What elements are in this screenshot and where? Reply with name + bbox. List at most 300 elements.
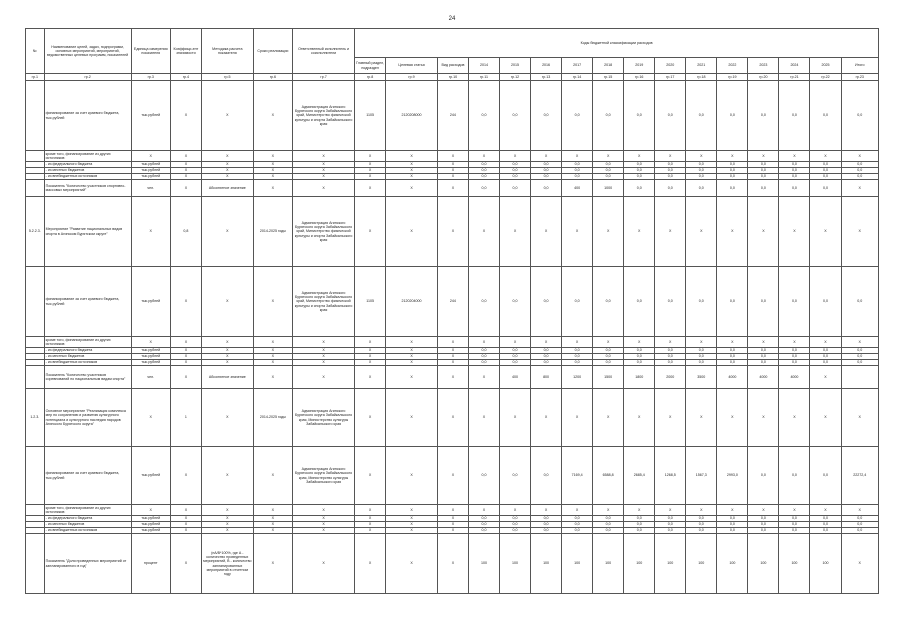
- table-cell: 0,0: [468, 522, 499, 528]
- table-cell: 0,0: [655, 528, 686, 534]
- table-cell: 2014-2025 годы: [253, 197, 292, 267]
- table-cell: 2120204000: [386, 267, 438, 337]
- table-cell: 0,0: [748, 360, 779, 366]
- table-cell: 0,0: [500, 267, 531, 337]
- column-number: гр.22: [810, 74, 841, 81]
- table-cell: 0,0: [717, 516, 748, 522]
- table-cell: 0,0: [841, 360, 878, 366]
- col-no-header: №: [26, 29, 45, 74]
- table-cell: X: [437, 162, 468, 168]
- table-cell: 0,0: [468, 348, 499, 354]
- table-cell: финансирование за счет краевого бюджета, тыс.рублей: [44, 267, 131, 337]
- table-cell: 0,0: [562, 528, 593, 534]
- table-cell: 244: [437, 267, 468, 337]
- table-cell: X: [779, 505, 810, 516]
- column-number: гр.5: [201, 74, 253, 81]
- table-cell: X: [717, 197, 748, 267]
- column-number: гр.12: [500, 74, 531, 81]
- table-cell: X: [293, 522, 355, 528]
- table-cell: X: [437, 447, 468, 505]
- table-cell: 0,0: [810, 360, 841, 366]
- table-cell: X: [748, 505, 779, 516]
- table-cell: 1567,3: [686, 447, 717, 505]
- table-cell: 6588,8: [593, 447, 624, 505]
- table-cell: 0,0: [562, 348, 593, 354]
- table-cell: X: [437, 348, 468, 354]
- table-cell: Абсолютное значение: [201, 180, 253, 197]
- table-cell: X: [593, 505, 624, 516]
- table-cell: X: [386, 197, 438, 267]
- table-cell: X: [841, 337, 878, 348]
- table-cell: 0,0: [531, 354, 562, 360]
- table-cell: тыс.рублей: [131, 528, 170, 534]
- column-number: гр.23: [841, 74, 878, 81]
- table-cell: 0,0: [468, 180, 499, 197]
- table-cell: X: [437, 528, 468, 534]
- table-cell: X: [355, 505, 386, 516]
- table-cell: X: [170, 505, 201, 516]
- table-cell: X: [437, 505, 468, 516]
- table-cell: Администрация Агинского Бурятского округа Забайкальского край, Министерство физической культуры и спорта Забайкальского края: [293, 81, 355, 151]
- table-cell: X: [593, 337, 624, 348]
- table-row: [26, 505, 879, 516]
- table-cell: X: [201, 522, 253, 528]
- table-cell: 0,0: [686, 180, 717, 197]
- col-terms-header: Сроки реализации: [253, 29, 292, 74]
- table-cell: 0,0: [810, 354, 841, 360]
- table-cell: X: [170, 267, 201, 337]
- table-cell: X: [655, 505, 686, 516]
- table-cell: кроме того, финансирование из других источников:: [44, 151, 131, 162]
- column-number: гр.7: [293, 74, 355, 81]
- table-cell: X: [293, 354, 355, 360]
- table-cell: 0,0: [655, 81, 686, 151]
- table-cell: Администрация Агинского Бурятского округа Забайкальского край, Министерство физической культуры и спорта Забайкальского края: [293, 197, 355, 267]
- table-cell: X: [500, 197, 531, 267]
- table-cell: X: [748, 389, 779, 447]
- column-number: гр.14: [562, 74, 593, 81]
- table-cell: X: [131, 151, 170, 162]
- table-cell: кроме того, финансирование из других источников:: [44, 505, 131, 516]
- table-cell: 100: [655, 534, 686, 594]
- table-cell: X: [500, 389, 531, 447]
- table-cell: 0,0: [686, 81, 717, 151]
- table-cell: Администрация Агинского Бурятского округа Забайкальского края, Министерство культуры Забайкальского края: [293, 389, 355, 447]
- table-cell: X: [779, 337, 810, 348]
- table-cell: X: [293, 151, 355, 162]
- table-cell: X: [355, 162, 386, 168]
- table-cell: Администрация Агинского Бурятского округа Забайкальского край, Министерство физической культуры и спорта Забайкальского края: [293, 267, 355, 337]
- table-cell: X: [655, 197, 686, 267]
- table-cell: 100: [810, 534, 841, 594]
- table-cell: 0,0: [500, 447, 531, 505]
- table-cell: X: [562, 197, 593, 267]
- table-cell: X: [293, 162, 355, 168]
- table-cell: 0,0: [593, 516, 624, 522]
- table-cell: 0,0: [562, 162, 593, 168]
- table-cell: 0,0: [624, 174, 655, 180]
- table-cell: 0,0: [624, 180, 655, 197]
- table-cell: 0,0: [717, 354, 748, 360]
- table-cell: тыс.рублей: [131, 354, 170, 360]
- table-cell: X: [253, 534, 292, 594]
- table-cell: тыс.рублей: [131, 267, 170, 337]
- table-cell: 0,0: [500, 522, 531, 528]
- table-cell: X: [437, 522, 468, 528]
- table-cell: 0,0: [717, 528, 748, 534]
- table-cell: 0,0: [655, 360, 686, 366]
- table-cell: - из внебюджетных источников: [44, 360, 131, 366]
- table-cell: 1105: [355, 267, 386, 337]
- table-cell: 0,0: [562, 81, 593, 151]
- table-cell: 0,0: [748, 516, 779, 522]
- table-cell: X: [624, 337, 655, 348]
- table-cell: - из местных бюджетов: [44, 354, 131, 360]
- table-cell: тыс.рублей: [131, 162, 170, 168]
- column-number: гр.17: [655, 74, 686, 81]
- table-cell: 0,0: [468, 162, 499, 168]
- table-cell: 0,0: [686, 354, 717, 360]
- table-cell: X: [201, 389, 253, 447]
- table-row: [26, 337, 879, 348]
- table-cell: 0,8: [170, 197, 201, 267]
- table-cell: X: [253, 174, 292, 180]
- table-cell: 0,0: [593, 354, 624, 360]
- table-cell: 0,0: [531, 81, 562, 151]
- table-cell: 3500: [686, 366, 717, 389]
- table-cell: 0,0: [779, 348, 810, 354]
- table-cell: 0,0: [624, 360, 655, 366]
- table-body: [26, 81, 879, 594]
- table-cell: X: [355, 389, 386, 447]
- col-name-header: Наименование целей, задач, подпрограмм, основных мероприятий, мероприятий, ведомственных целевых программ, показателей: [44, 29, 131, 74]
- table-cell: X: [201, 197, 253, 267]
- table-cell: X: [253, 348, 292, 354]
- table-cell: тыс.рублей: [131, 174, 170, 180]
- table-row: [26, 81, 879, 151]
- year-header: 2016: [531, 58, 562, 74]
- table-cell: X: [170, 151, 201, 162]
- table-cell: X: [201, 168, 253, 174]
- table-cell: Показатель "Доля проведенных мероприятий от запланированного в год": [44, 534, 131, 594]
- table-cell: [26, 81, 45, 151]
- table-cell: 0,0: [500, 162, 531, 168]
- table-cell: X: [170, 348, 201, 354]
- table-cell: X: [170, 81, 201, 151]
- table-cell: X: [686, 197, 717, 267]
- table-cell: X: [253, 528, 292, 534]
- table-cell: X: [201, 151, 253, 162]
- table-cell: 0,0: [841, 162, 878, 168]
- table-cell: 400: [500, 366, 531, 389]
- table-row: [26, 197, 879, 267]
- table-cell: X: [624, 389, 655, 447]
- table-cell: чел.: [131, 180, 170, 197]
- table-cell: X: [201, 516, 253, 522]
- table-cell: X: [386, 337, 438, 348]
- table-cell: 0,0: [686, 516, 717, 522]
- table-cell: X: [717, 151, 748, 162]
- table-cell: X: [531, 151, 562, 162]
- table-cell: 4000: [717, 366, 748, 389]
- table-cell: X: [686, 505, 717, 516]
- table-cell: X: [201, 337, 253, 348]
- table-cell: 0,0: [468, 354, 499, 360]
- table-cell: тыс.рублей: [131, 522, 170, 528]
- table-cell: X: [468, 337, 499, 348]
- table-cell: X: [386, 151, 438, 162]
- table-cell: X: [293, 366, 355, 389]
- table-cell: 0,0: [593, 267, 624, 337]
- table-cell: [26, 366, 45, 389]
- table-cell: 0,0: [779, 516, 810, 522]
- table-cell: X: [201, 354, 253, 360]
- table-cell: X: [201, 81, 253, 151]
- table-cell: 0,0: [841, 168, 878, 174]
- table-cell: X: [293, 168, 355, 174]
- table-cell: - из местных бюджетов: [44, 168, 131, 174]
- table-cell: X: [131, 337, 170, 348]
- table-cell: X: [293, 180, 355, 197]
- table-cell: X: [500, 151, 531, 162]
- table-cell: X: [386, 174, 438, 180]
- table-row: [26, 534, 879, 594]
- table-cell: 0,0: [779, 354, 810, 360]
- year-header: 2020: [655, 58, 686, 74]
- table-cell: X: [531, 505, 562, 516]
- column-number: гр.15: [593, 74, 624, 81]
- table-cell: 0,0: [655, 267, 686, 337]
- table-cell: 0,0: [717, 174, 748, 180]
- table-cell: Абсолютное значение: [201, 366, 253, 389]
- table-cell: X: [355, 366, 386, 389]
- table-cell: X: [170, 180, 201, 197]
- table-cell: X: [131, 505, 170, 516]
- table-cell: X: [593, 389, 624, 447]
- table-cell: 0,0: [500, 360, 531, 366]
- table-cell: 0,0: [686, 174, 717, 180]
- table-cell: X: [201, 162, 253, 168]
- table-cell: 0,0: [562, 174, 593, 180]
- header-row: [26, 29, 879, 58]
- column-number: гр.18: [686, 74, 717, 81]
- table-cell: 0,0: [593, 168, 624, 174]
- table-cell: 100: [500, 534, 531, 594]
- table-cell: X: [170, 162, 201, 168]
- col-method-header: Методика расчета показателя: [201, 29, 253, 74]
- table-cell: 0,0: [531, 267, 562, 337]
- table-cell: 2120208000: [386, 81, 438, 151]
- table-cell: 0,0: [593, 162, 624, 168]
- table-cell: [26, 447, 45, 505]
- table-cell: 0,0: [531, 174, 562, 180]
- table-cell: X: [717, 389, 748, 447]
- table-cell: X: [500, 337, 531, 348]
- table-cell: X: [355, 360, 386, 366]
- table-cell: 0,0: [841, 516, 878, 522]
- table-cell: 100: [593, 534, 624, 594]
- table-cell: 0,0: [748, 180, 779, 197]
- table-cell: X: [201, 447, 253, 505]
- table-cell: X: [355, 534, 386, 594]
- table-cell: 100: [468, 534, 499, 594]
- table-cell: X: [655, 337, 686, 348]
- table-cell: тыс.рублей: [131, 348, 170, 354]
- col-exec-header: Ответственный исполнитель и соисполнители: [293, 29, 355, 74]
- table-cell: X: [748, 337, 779, 348]
- table-cell: 0,0: [531, 528, 562, 534]
- table-cell: X: [355, 197, 386, 267]
- table-cell: X: [131, 197, 170, 267]
- table-cell: X: [386, 516, 438, 522]
- table-cell: 1200: [562, 366, 593, 389]
- col-section-header: Главный раздел, подраздел: [355, 58, 386, 74]
- table-cell: 0,0: [841, 81, 878, 151]
- table-cell: X: [201, 505, 253, 516]
- table-cell: 0,0: [810, 81, 841, 151]
- table-cell: X: [386, 389, 438, 447]
- table-cell: 0,0: [655, 168, 686, 174]
- page-number: 24: [448, 16, 456, 22]
- year-header: 2021: [686, 58, 717, 74]
- table-cell: X: [355, 516, 386, 522]
- table-cell: 0,0: [531, 168, 562, 174]
- table-cell: 0,0: [655, 174, 686, 180]
- table-cell: - из федерального бюджета: [44, 162, 131, 168]
- table-cell: финансирование за счет краевого бюджета, тыс.рублей: [44, 447, 131, 505]
- column-number: гр.13: [531, 74, 562, 81]
- table-cell: 0,0: [686, 162, 717, 168]
- table-cell: 0,0: [624, 354, 655, 360]
- table-cell: X: [810, 151, 841, 162]
- table-cell: X: [810, 197, 841, 267]
- table-cell: X: [293, 174, 355, 180]
- table-cell: 0,0: [748, 528, 779, 534]
- table-cell: 0,0: [624, 516, 655, 522]
- table-cell: 0,0: [779, 168, 810, 174]
- table-cell: 0,0: [810, 528, 841, 534]
- table-cell: 0,0: [531, 522, 562, 528]
- table-cell: 0,0: [686, 267, 717, 337]
- table-cell: 0,0: [655, 522, 686, 528]
- column-number: гр.6: [253, 74, 292, 81]
- table-cell: X: [531, 197, 562, 267]
- table-cell: X: [437, 389, 468, 447]
- column-number-row: [26, 74, 879, 81]
- table-cell: 1800: [624, 366, 655, 389]
- table-cell: тыс.рублей: [131, 516, 170, 522]
- column-number: гр.21: [779, 74, 810, 81]
- table-cell: 0,0: [468, 174, 499, 180]
- table-cell: X: [253, 360, 292, 366]
- table-cell: 0,0: [531, 180, 562, 197]
- table-cell: X: [437, 197, 468, 267]
- table-cell: X: [624, 151, 655, 162]
- table-cell: Администрация Агинского Бурятского округа Забайкальского края, Министерство культуры Забайкальского края: [293, 447, 355, 505]
- table-cell: X: [355, 180, 386, 197]
- table-cell: 0,0: [810, 522, 841, 528]
- table-cell: X: [386, 505, 438, 516]
- table-cell: 0,0: [624, 348, 655, 354]
- table-cell: 0,0: [593, 522, 624, 528]
- table-cell: 0,0: [500, 528, 531, 534]
- table-cell: X: [293, 528, 355, 534]
- table-cell: 0,0: [717, 522, 748, 528]
- table-cell: X: [131, 389, 170, 447]
- table-cell: (пА/В*100%, где А - количество проведенных мероприятий, В - количество запланированных мероприятий в отчетном году: [201, 534, 253, 594]
- table-cell: [26, 267, 45, 337]
- table-cell: 0,0: [531, 348, 562, 354]
- table-cell: тыс.рублей: [131, 81, 170, 151]
- table-cell: 0,0: [500, 168, 531, 174]
- table-cell: X: [170, 447, 201, 505]
- table-cell: X: [355, 354, 386, 360]
- table-cell: X: [170, 360, 201, 366]
- table-cell: X: [810, 337, 841, 348]
- year-header: 2024: [779, 58, 810, 74]
- table-cell: X: [253, 81, 292, 151]
- table-cell: 0,0: [468, 528, 499, 534]
- table-cell: 0,0: [717, 360, 748, 366]
- table-cell: X: [437, 354, 468, 360]
- table-cell: X: [437, 534, 468, 594]
- table-cell: 0,0: [593, 174, 624, 180]
- table-cell: 0,0: [810, 174, 841, 180]
- table-row: [26, 366, 879, 389]
- table-cell: 0,0: [500, 516, 531, 522]
- table-cell: - из внебюджетных источников: [44, 174, 131, 180]
- table-cell: 0,0: [748, 354, 779, 360]
- budget-table: [25, 28, 879, 594]
- table-cell: 0,0: [624, 522, 655, 528]
- column-number: гр.4: [170, 74, 201, 81]
- table-cell: 0,0: [717, 180, 748, 197]
- table-cell: 0,0: [810, 447, 841, 505]
- table-cell: 0,0: [562, 267, 593, 337]
- table-cell: X: [293, 360, 355, 366]
- table-cell: 0,0: [717, 348, 748, 354]
- table-cell: 0,0: [841, 354, 878, 360]
- year-header: 2014: [468, 58, 499, 74]
- table-cell: X: [468, 505, 499, 516]
- table-cell: [26, 337, 45, 348]
- table-cell: X: [253, 366, 292, 389]
- table-cell: 100: [686, 534, 717, 594]
- table-cell: X: [170, 534, 201, 594]
- table-cell: 0,0: [810, 348, 841, 354]
- table-row: [26, 151, 879, 162]
- table-cell: 0,0: [748, 267, 779, 337]
- table-cell: X: [355, 528, 386, 534]
- table-cell: 0,0: [593, 81, 624, 151]
- table-cell: X: [170, 168, 201, 174]
- table-cell: 100: [562, 534, 593, 594]
- table-cell: 2000: [655, 366, 686, 389]
- table-cell: X: [253, 354, 292, 360]
- table-cell: 1500: [593, 366, 624, 389]
- table-cell: 0,0: [841, 522, 878, 528]
- table-cell: X: [253, 151, 292, 162]
- table-cell: 0,0: [562, 516, 593, 522]
- table-cell: 0,0: [841, 528, 878, 534]
- column-number: гр.8: [355, 74, 386, 81]
- table-cell: X: [293, 516, 355, 522]
- table-cell: 1: [170, 389, 201, 447]
- table-cell: X: [170, 522, 201, 528]
- table-cell: 400: [562, 180, 593, 197]
- table-cell: [26, 180, 45, 197]
- table-cell: 0,0: [717, 81, 748, 151]
